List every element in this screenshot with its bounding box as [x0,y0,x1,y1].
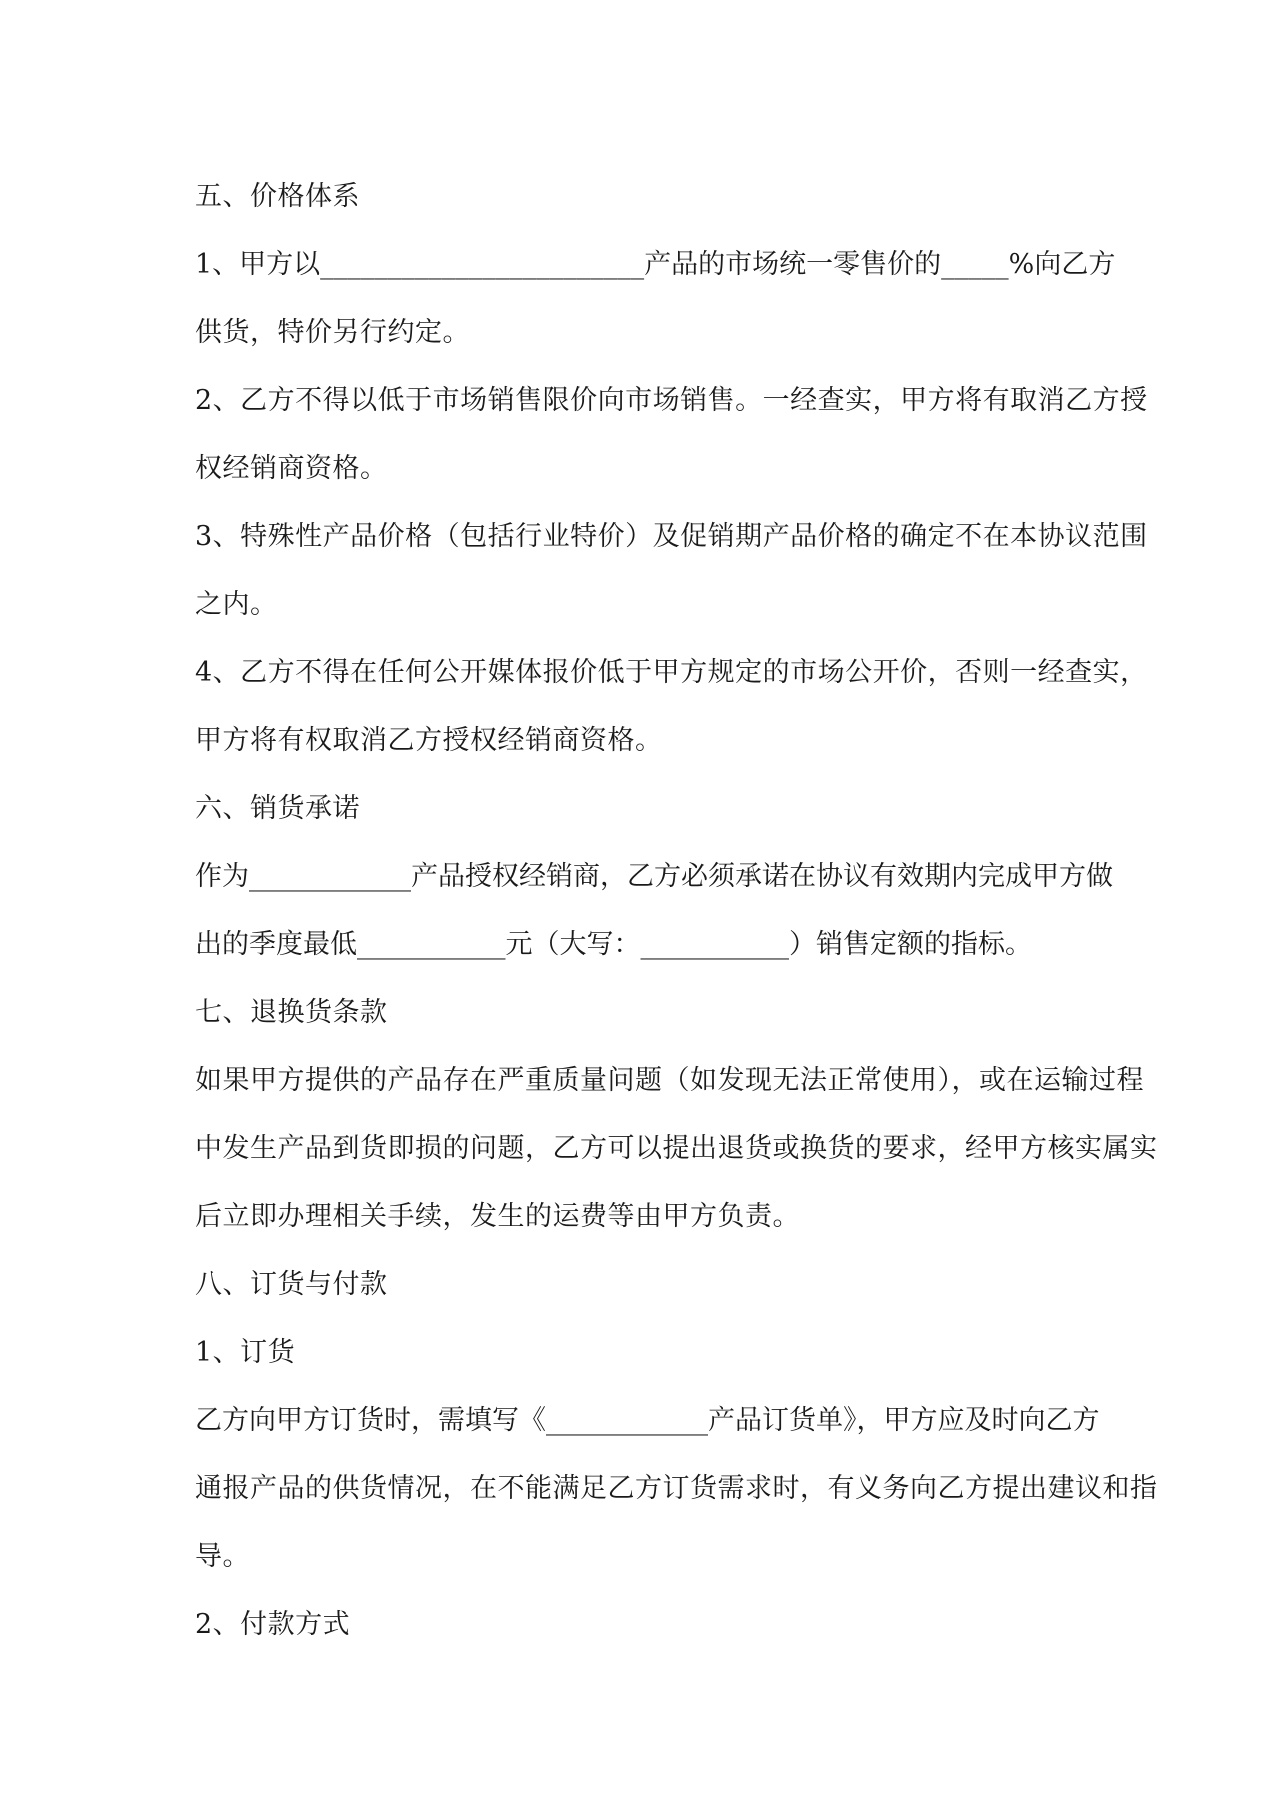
paragraph-line: 甲方将有权取消乙方授权经销商资格。 [195,725,663,756]
section-heading-ordering-payment: 八、订货与付款 [195,1269,388,1300]
paragraph-line: 如果甲方提供的产品存在严重质量问题（如发现无法正常使用），或在运输过程 [195,1065,1144,1096]
paragraph-line: 之内。 [195,589,278,620]
paragraph-line: 2、乙方不得以低于市场销售限价向市场销售。一经查实，甲方将有取消乙方授 [195,385,1148,416]
paragraph-line: 后立即办理相关手续，发生的运费等由甲方负责。 [195,1201,800,1232]
paragraph-line: 作为____________产品授权经销商，乙方必须承诺在协议有效期内完成甲方做 [195,861,1113,892]
paragraph-line: 乙方向甲方订货时，需填写《____________产品订货单》，甲方应及时向乙方 [195,1405,1100,1436]
document-page [195,163,1158,1659]
subheading-payment-method: 2、付款方式 [195,1609,351,1640]
paragraph-line: 3、特殊性产品价格（包括行业特价）及促销期产品价格的确定不在本协议范围 [195,521,1148,552]
paragraph-line: 出的季度最低___________元（大写：___________）销售定额的指标。 [195,929,1032,960]
paragraph-line: 供货，特价另行约定。 [195,317,470,348]
paragraph-line: 4、乙方不得在任何公开媒体报价低于甲方规定的市场公开价，否则一经查实， [195,657,1148,688]
paragraph-line: 权经销商资格。 [195,453,388,484]
paragraph-line: 中发生产品到货即损的问题，乙方可以提出退货或换货的要求，经甲方核实属实 [195,1133,1158,1164]
section-heading-price-system: 五、价格体系 [195,181,360,212]
subheading-ordering: 1、订货 [195,1337,296,1368]
section-heading-returns: 七、退换货条款 [195,997,388,1028]
paragraph-line: 导。 [195,1541,250,1572]
section-heading-sales-commitment: 六、销货承诺 [195,793,360,824]
paragraph-line: 通报产品的供货情况，在不能满足乙方订货需求时，有义务向乙方提出建议和指 [195,1473,1158,1504]
paragraph-line: 1、甲方以________________________产品的市场统一零售价的_____%向乙方 [195,249,1116,280]
